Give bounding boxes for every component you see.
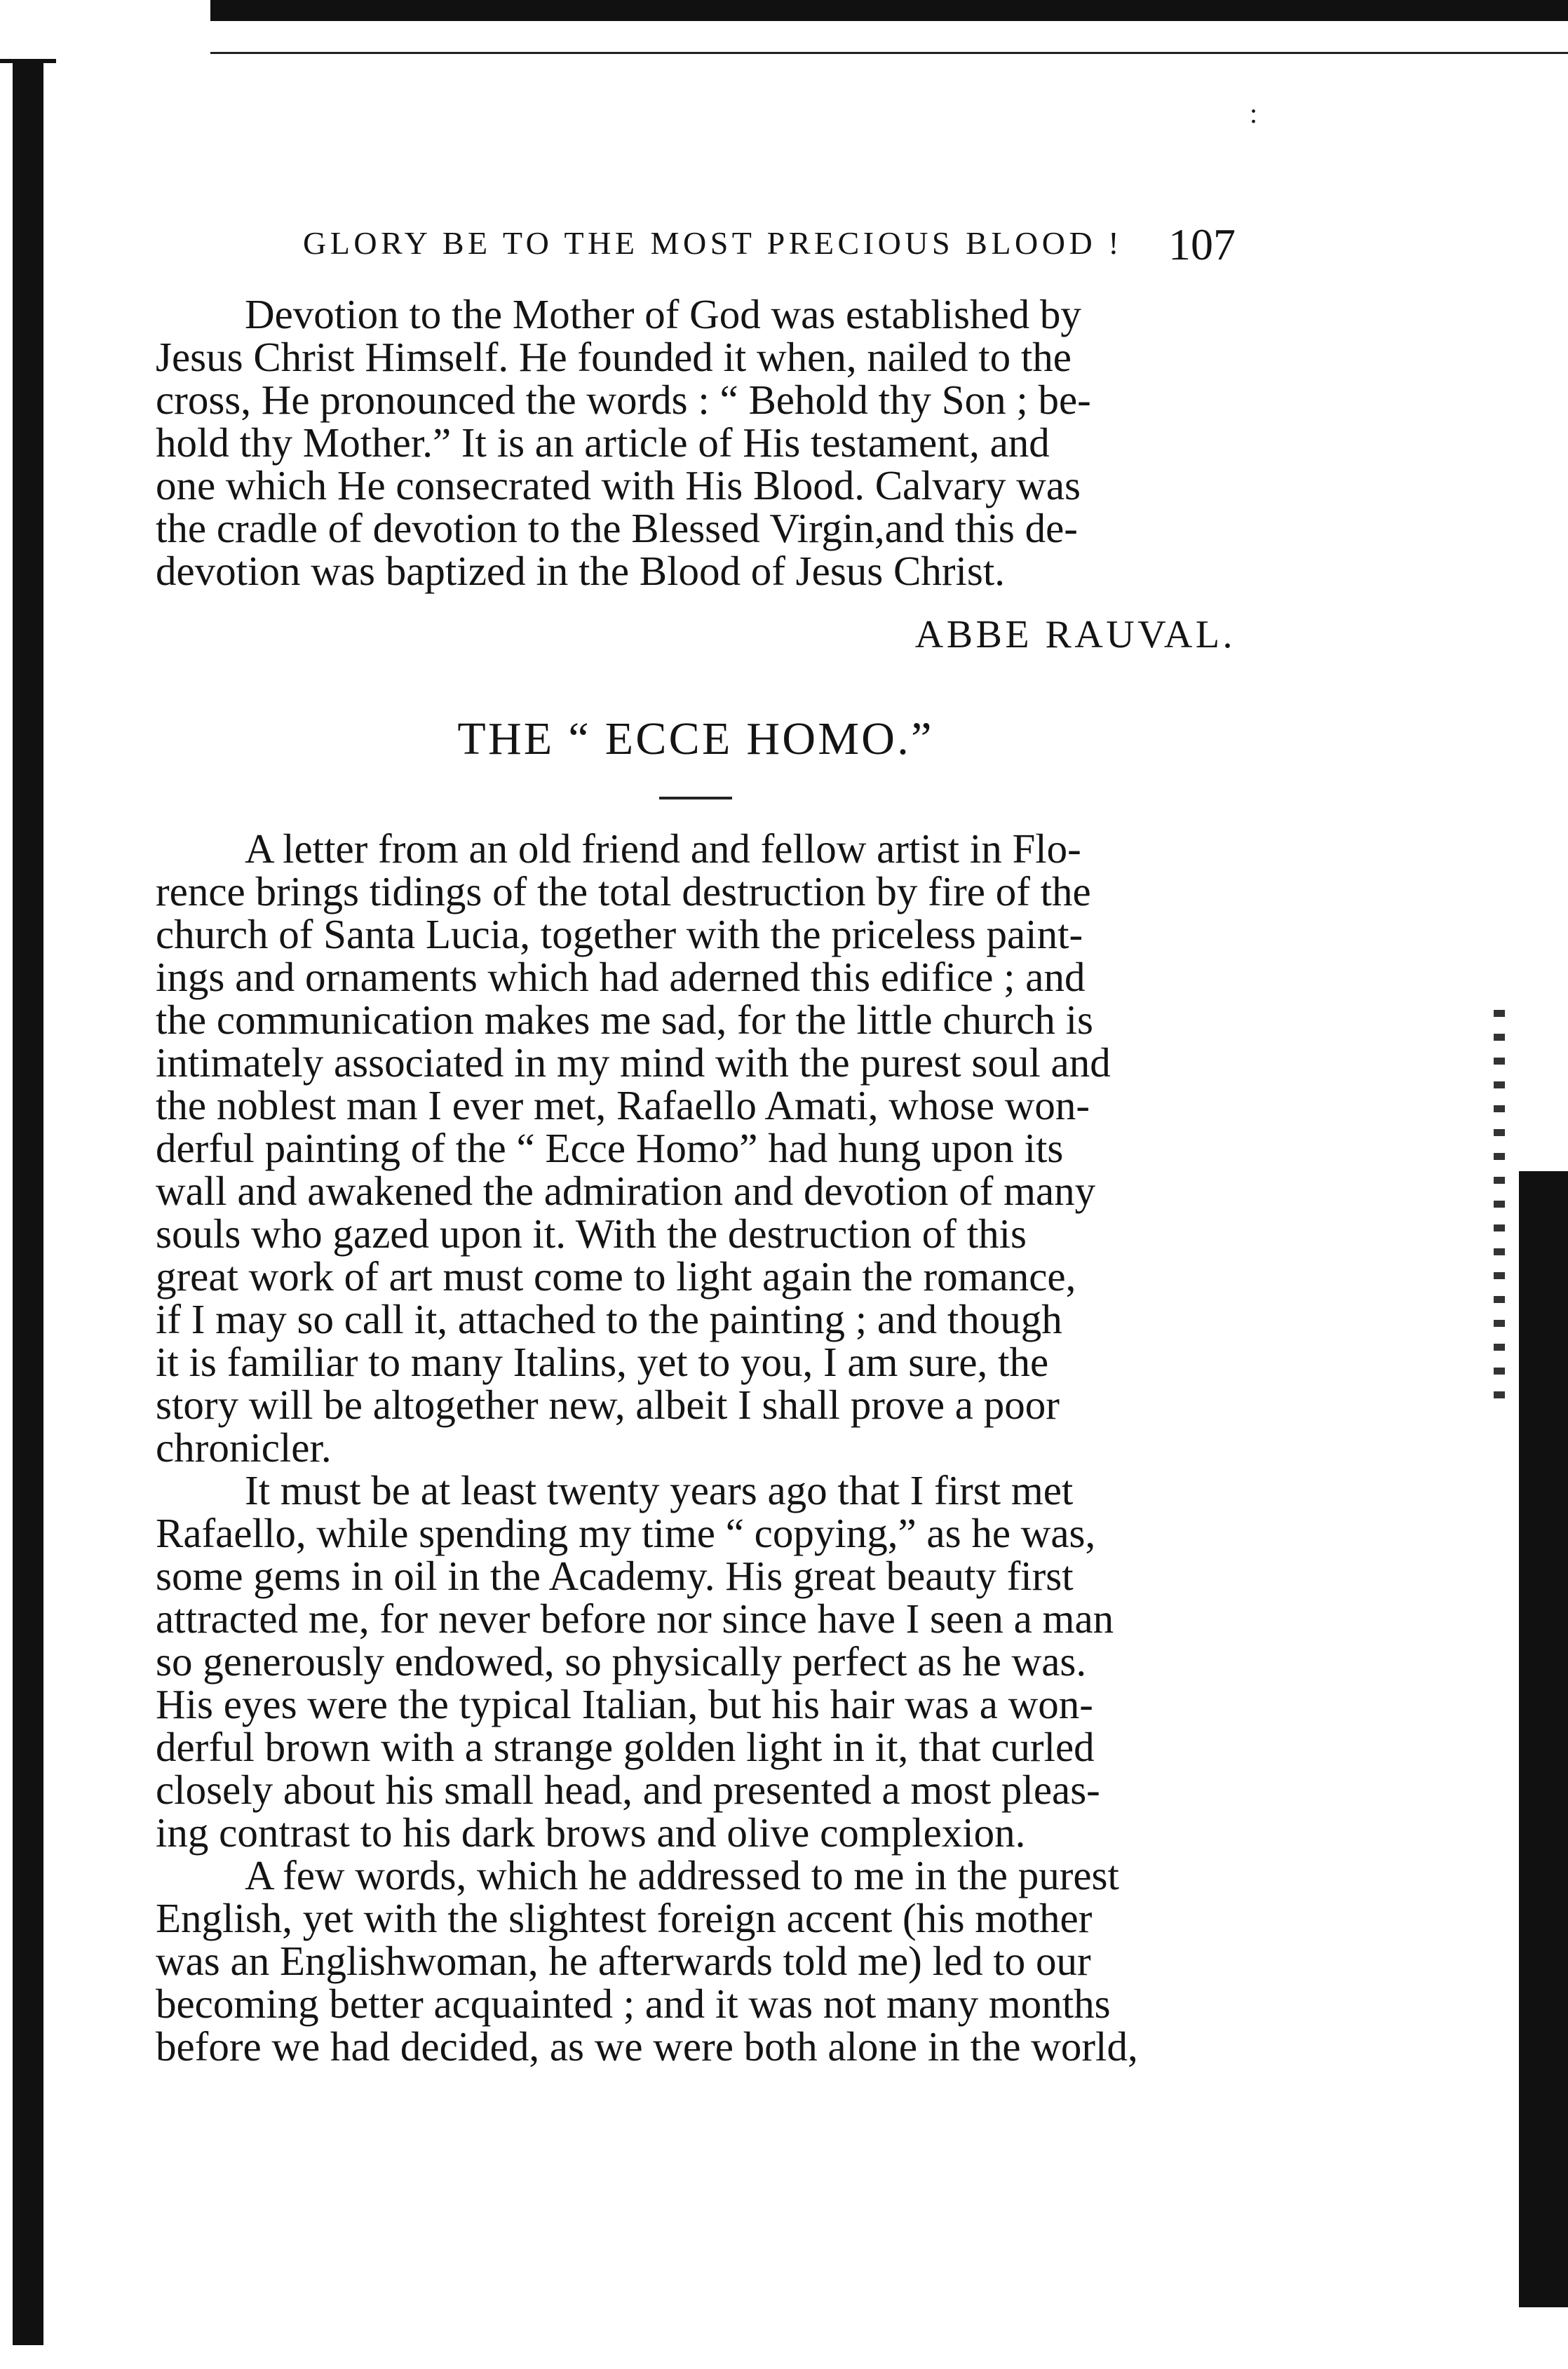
text-line: some gems in oil in the Academy. His great beauty first [156,1553,1074,1599]
text-line: church of Santa Lucia, together with the priceless paint- [156,911,1083,957]
text-line: closely about his small head, and presented a most pleas- [156,1767,1100,1813]
text-line: if I may so call it, attached to the painting ; and though [156,1296,1062,1342]
scan-border-left [13,59,43,2345]
text-line: chronicler. [156,1424,332,1471]
text-line: the communication makes me sad, for the little church is [156,997,1093,1043]
running-head [303,220,1236,269]
text-line: one which He consecrated with His Blood. Calvary was [156,462,1081,508]
text-line: hold thy Mother.” It is an article of His testament, and [156,419,1050,466]
text-line: it is familiar to many Italins, yet to you, I am sure, the [156,1339,1049,1385]
paragraph-acquaintance [156,1854,1236,2068]
text-line: derful brown with a strange golden light in it, that curled [156,1724,1095,1770]
scan-speck: : [1250,97,1258,129]
text-line: ing contrast to his dark brows and olive complexion. [156,1809,1026,1856]
text-line: was an Englishwoman, he afterwards told me) led to our [156,1938,1091,1984]
page-number: 107 [1168,220,1236,269]
text-line: It must be at least twenty years ago that I first met [245,1467,1074,1513]
scan-edge-noise [1494,1010,1505,1403]
text-line: great work of art must come to light again the romance, [156,1253,1076,1300]
paragraph-rafaello [156,1469,1236,1854]
paragraph-letter [156,825,1236,1471]
signature: ABBE RAUVAL. [914,613,1236,656]
text-line: His eyes were the typical Italian, but his hair was a won- [156,1681,1093,1727]
text-line: English, yet with the slightest foreign accent (his mother [156,1895,1093,1941]
text-line: becoming better acquainted ; and it was not many months [156,1980,1111,2027]
text-line: A few words, which he addressed to me in the purest [245,1852,1119,1898]
article-heading: THE “ ECCE HOMO.” [457,713,934,764]
text-line: souls who gazed upon it. With the destruction of this [156,1210,1027,1257]
text-line: A letter from an old friend and fellow artist in Flo- [245,825,1081,872]
text-line: before we had decided, as we were both alone in the world, [156,2023,1138,2070]
text-line: Devotion to the Mother of God was established by [245,291,1081,337]
text-line: derful painting of the “ Ecce Homo” had hung upon its [156,1125,1064,1171]
text-line: cross, He pronounced the words : “ Behold thy Son ; be- [156,377,1091,423]
text-line: ings and ornaments which had aderned this edifice ; and [156,954,1086,1000]
text-line: the noblest man I ever met, Rafaello Amati, whose won- [156,1082,1090,1128]
text-line: story will be altogether new, albeit I shall prove a poor [156,1382,1060,1428]
text-line: so generously endowed, so physically perfect as he was. [156,1638,1087,1685]
text-line: wall and awakened the admiration and devotion of many [156,1168,1096,1214]
page-body [156,293,1236,2068]
text-line: Jesus Christ Himself. He founded it when, nailed to the [156,334,1072,380]
text-line: Rafaello, while spending my time “ copying,” as he was, [156,1510,1096,1556]
text-line: rence brings tidings of the total destruction by fire of the [156,868,1091,914]
scan-rule-top [210,52,1568,54]
heading-rule [659,797,732,799]
scan-border-right [1519,1171,1568,2307]
text-line: intimately associated in my mind with the purest soul and [156,1039,1111,1086]
scan-border-top [210,0,1568,21]
paragraph-devotion [156,293,1236,593]
text-line: devotion was baptized in the Blood of Jesus Christ. [156,548,1005,594]
running-head-title: GLORY BE TO THE MOST PRECIOUS BLOOD ! [303,225,1123,261]
text-line: the cradle of devotion to the Blessed Virgin,and this de- [156,505,1078,551]
text-line: attracted me, for never before nor since have I seen a man [156,1595,1114,1642]
